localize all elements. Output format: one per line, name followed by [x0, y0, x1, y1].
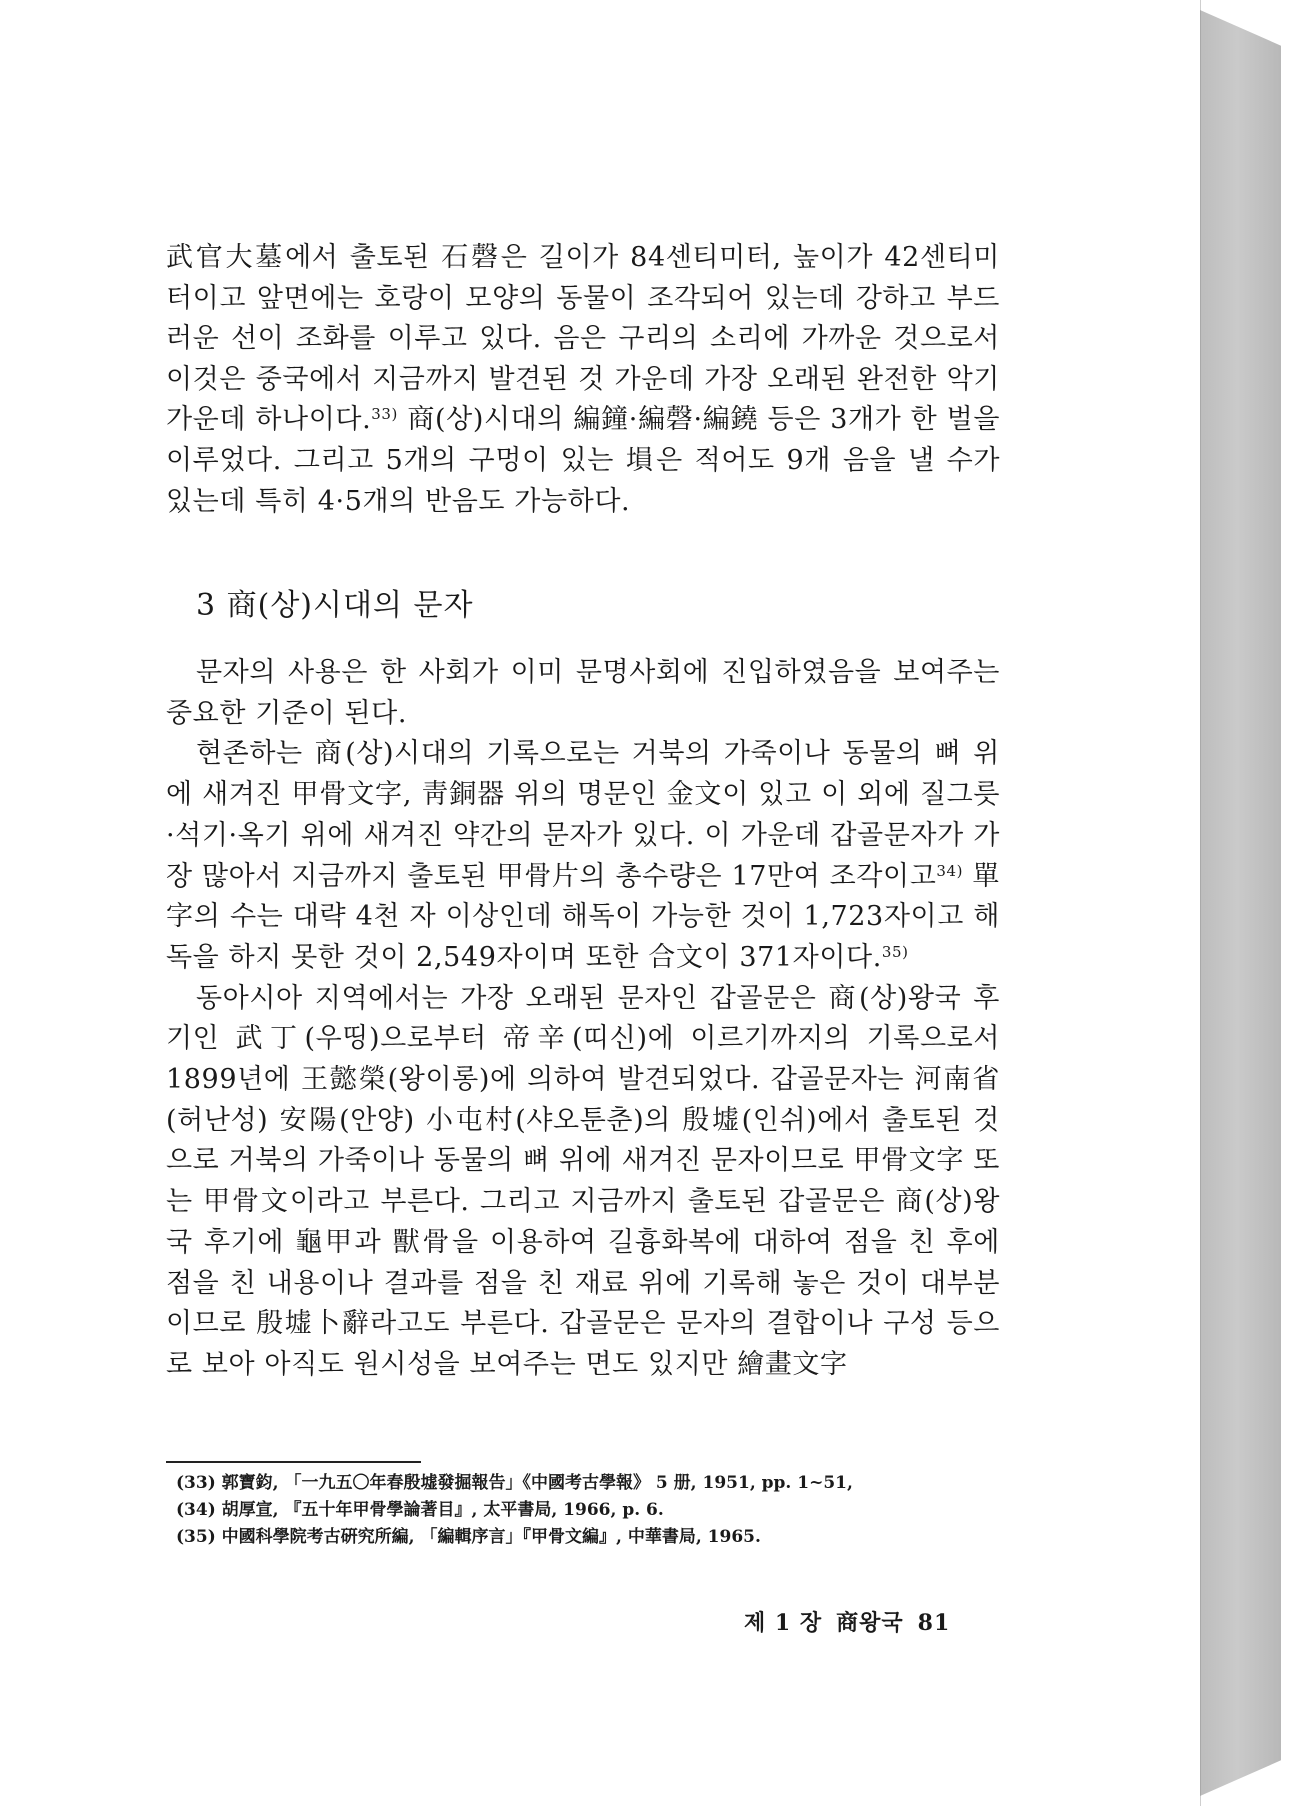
- footnotes: [176, 1470, 1006, 1551]
- paragraph-2: 문자의 사용은 한 사회가 이미 문명사회에 진입하였음을 보여주는 중요한 기준이 된다.: [166, 657, 1000, 729]
- book-edge: [1200, 10, 1281, 1796]
- paragraph-1: [166, 238, 1000, 522]
- footnote-ref-35: 35): [881, 942, 909, 961]
- footnote-divider: [166, 1461, 421, 1463]
- footnote-ref-33: 33): [371, 405, 399, 424]
- footer-title: 商왕국: [836, 1610, 904, 1636]
- footnote-33: (33) 郭寶鈞, 「一九五〇年春殷墟發掘報告」《中國考古學報》 5 册, 1951, pp. 1~51,: [176, 1473, 853, 1493]
- paragraph-3: [166, 734, 1000, 978]
- page-footer: [744, 1606, 964, 1637]
- footnote-35: (35) 中國科學院考古硏究所編, 「編輯序言」『甲骨文編』, 中華書局, 1965.: [176, 1527, 761, 1547]
- footer-chapter: 제 1 장: [744, 1610, 823, 1636]
- section-heading: 3 商(상)시대의 문자: [196, 588, 474, 623]
- body-section-2: [166, 653, 1000, 1386]
- footnote-ref-34: 34): [936, 861, 964, 880]
- footnote-34: (34) 胡厚宣, 『五十年甲骨學論著目』, 太平書局, 1966, p. 6.: [176, 1500, 664, 1520]
- paragraph-1-text: 武官大墓에서 출토된 石磬은 길이가 84센티미터, 높이가 42센티미터이고 앞면에는 호랑이 모양의 동물이 조각되어 있는데 강하고 부드러운 선이 조화를 이루고 있다. 음은 구리의 소리에 가까운 것으로서 이것은 중국에서 지금까지 발견된 것 가운데 가장 오래된 완전한 악기 가운데 하나이다.: [166, 242, 1000, 436]
- paragraph-4: 동아시아 지역에서는 가장 오래된 문자인 갑골문은 商(상)왕국 후기인 武丁(우띵)으로부터 帝辛(띠신)에 이르기까지의 기록으로서 1899년에 王懿榮(왕이롱)에 의하여 발견되었다. 갑골문자는 河南省(허난성) 安陽(안양) 小屯村(샤오툰춘)의 殷墟(인쉬)에서 출토된 것으로 거북의 가죽이나 동물의 뼈 위에 새겨진 문자이므로 甲骨文字 또는 甲骨文이라고 부른다. 그리고 지금까지 출토된 갑골문은 商(상)왕국 후기에 龜甲과 獸骨을 이용하여 길흉화복에 대하여 점을 친 후에 점을 친 내용이나 결과를 점을 친 재료 위에 기록해 놓은 것이 대부분이므로 殷墟卜辭라고도 부른다. 갑골문은 문자의 결합이나 구성 등으로 보아 아직도 원시성을 보여주는 면도 있지만 繪畫文字: [166, 982, 1000, 1380]
- paragraph-3-text-b: 單字의 수는 대략 4천 자 이상인데 해독이 가능한 것이 1,723자이고 해독을 하지 못한 것이 2,549자이며 또한 合文이 371자이다.: [166, 860, 1000, 973]
- paragraph-1-tail: 商(상)시대의 編鐘·編磬·編鐃 등은 3개가 한 벌을 이루었다. 그리고 5개의 구멍이 있는 塤은 적어도 9개 음을 낼 수가 있는데 특히 4·5개의 반음도 가능하다.: [166, 404, 1000, 517]
- paragraph-3-text-a: 현존하는 商(상)시대의 기록으로는 거북의 가죽이나 동물의 뼈 위에 새겨진 甲骨文字, 靑銅器 위의 명문인 金文이 있고 이 외에 질그릇·석기·옥기 위에 새겨진 약간의 문자가 있다. 이 가운데 갑골문자가 가장 많아서 지금까지 출토된 甲骨片의 총수량은 17만여 조각이고: [166, 738, 1000, 892]
- body-section-1: [166, 238, 1000, 522]
- page-number: 81: [917, 1610, 951, 1636]
